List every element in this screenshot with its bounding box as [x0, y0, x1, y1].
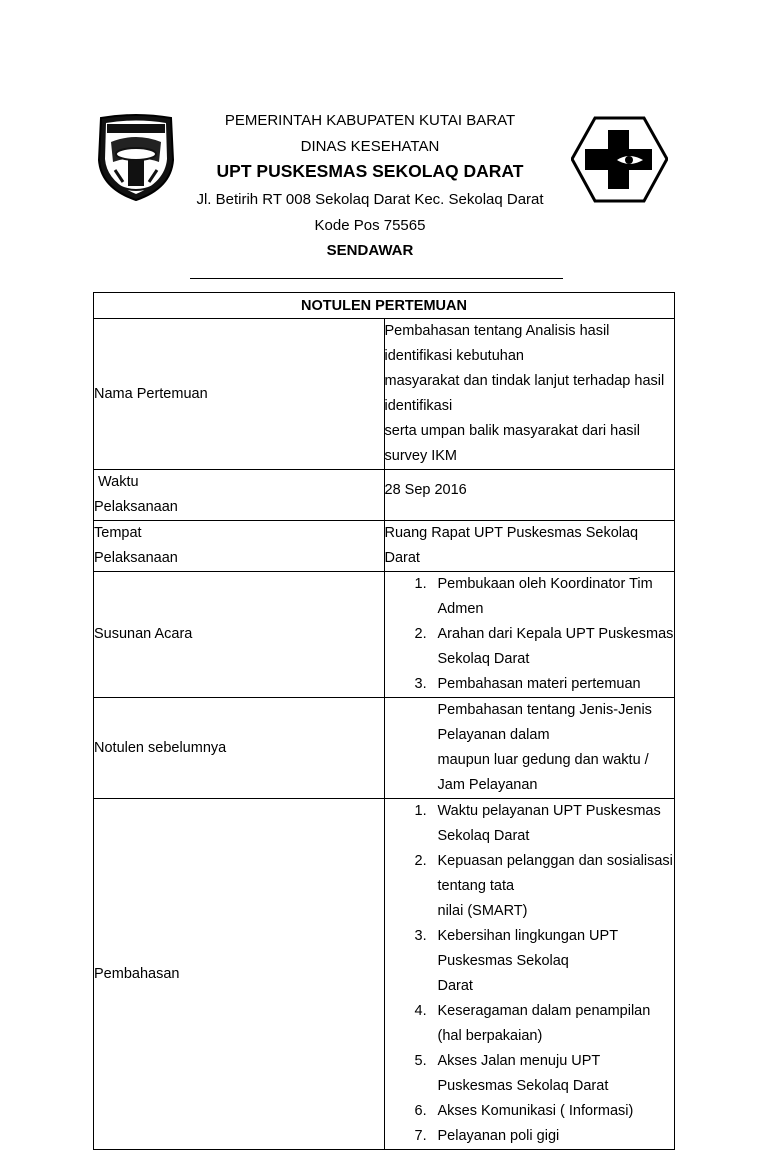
puskesmas-logo [571, 116, 668, 203]
previous-minutes-line: maupun luar gedung dan waktu / Jam Pelayanan [437, 752, 649, 793]
header-department: DINAS KESEHATAN [300, 138, 440, 155]
list-item: 2. Arahan dari Kepala UPT Puskesmas Sekolaq Darat [414, 626, 674, 667]
kutai-barat-emblem [93, 112, 179, 202]
table-title: NOTULEN PERTEMUAN [94, 293, 675, 319]
time-label-line: Waktu [94, 474, 139, 490]
table-row [94, 572, 675, 698]
previous-minutes-value [384, 698, 675, 799]
time-label [94, 470, 385, 521]
time-value: 28 Sep 2016 [384, 470, 675, 521]
table-row [94, 319, 675, 470]
agenda-list [385, 572, 675, 697]
list-item: 4. Keseragaman dalam penampilan (hal berpakaian) [414, 1003, 651, 1044]
time-label-line: Pelaksanaan [94, 499, 178, 515]
meeting-name-line: Pembahasan tentang Analisis hasil identifikasi kebutuhan [384, 323, 610, 364]
meeting-name-line: masyarakat dan tindak lanjut terhadap hasil identifikasi [384, 373, 665, 414]
list-item: 5. Akses Jalan menuju UPT Puskesmas Sekolaq Darat [414, 1053, 609, 1094]
table-row [94, 521, 675, 572]
table-row [94, 799, 675, 1150]
list-item: 1. Pembukaan oleh Koordinator Tim Admen [414, 576, 653, 617]
list-item: 7. Pelayanan poli gigi [414, 1128, 560, 1144]
list-item: 1. Waktu pelayanan UPT Puskesmas Sekolaq Darat [414, 803, 661, 844]
header-postal-code: Kode Pos 75565 [314, 217, 426, 234]
place-label-line: Pelaksanaan [94, 550, 178, 566]
header-address: Jl. Betirih RT 008 Sekolaq Darat Kec. Sekolaq Darat [196, 191, 544, 208]
list-item: 3. Kebersihan lingkungan UPT Puskesmas Sekolaq Darat [414, 928, 618, 994]
list-item: 6. Akses Komunikasi ( Informasi) [414, 1103, 634, 1119]
list-item: 2. Kepuasan pelanggan dan sosialisasi tentang tata nilai (SMART) [414, 853, 673, 919]
place-label [94, 521, 385, 572]
discussion-list-cell [384, 799, 675, 1150]
place-value: Ruang Rapat UPT Puskesmas Sekolaq Darat [384, 521, 675, 572]
agenda-list-cell [384, 572, 675, 698]
minutes-table [93, 292, 675, 1150]
meeting-name-line: serta umpan balik masyarakat dari hasil survey IKM [384, 423, 640, 464]
table-row [94, 698, 675, 799]
previous-minutes-line: Pembahasan tentang Jenis-Jenis Pelayanan dalam [437, 702, 652, 743]
place-label-line: Tempat [94, 525, 142, 541]
header-city: SENDAWAR [326, 242, 414, 259]
discussion-list [385, 799, 675, 1149]
header-divider [190, 278, 563, 279]
meeting-name-value [384, 319, 675, 470]
discussion-label: Pembahasan [94, 799, 385, 1150]
table-row [94, 470, 675, 521]
meeting-name-label: Nama Pertemuan [94, 319, 385, 470]
header-government: PEMERINTAH KABUPATEN KUTAI BARAT [224, 112, 516, 129]
agenda-label: Susunan Acara [94, 572, 385, 698]
header-institution: UPT PUSKESMAS SEKOLAQ DARAT [216, 161, 524, 181]
previous-minutes-label: Notulen sebelumnya [94, 698, 385, 799]
list-item: 3. Pembahasan materi pertemuan [414, 676, 641, 692]
